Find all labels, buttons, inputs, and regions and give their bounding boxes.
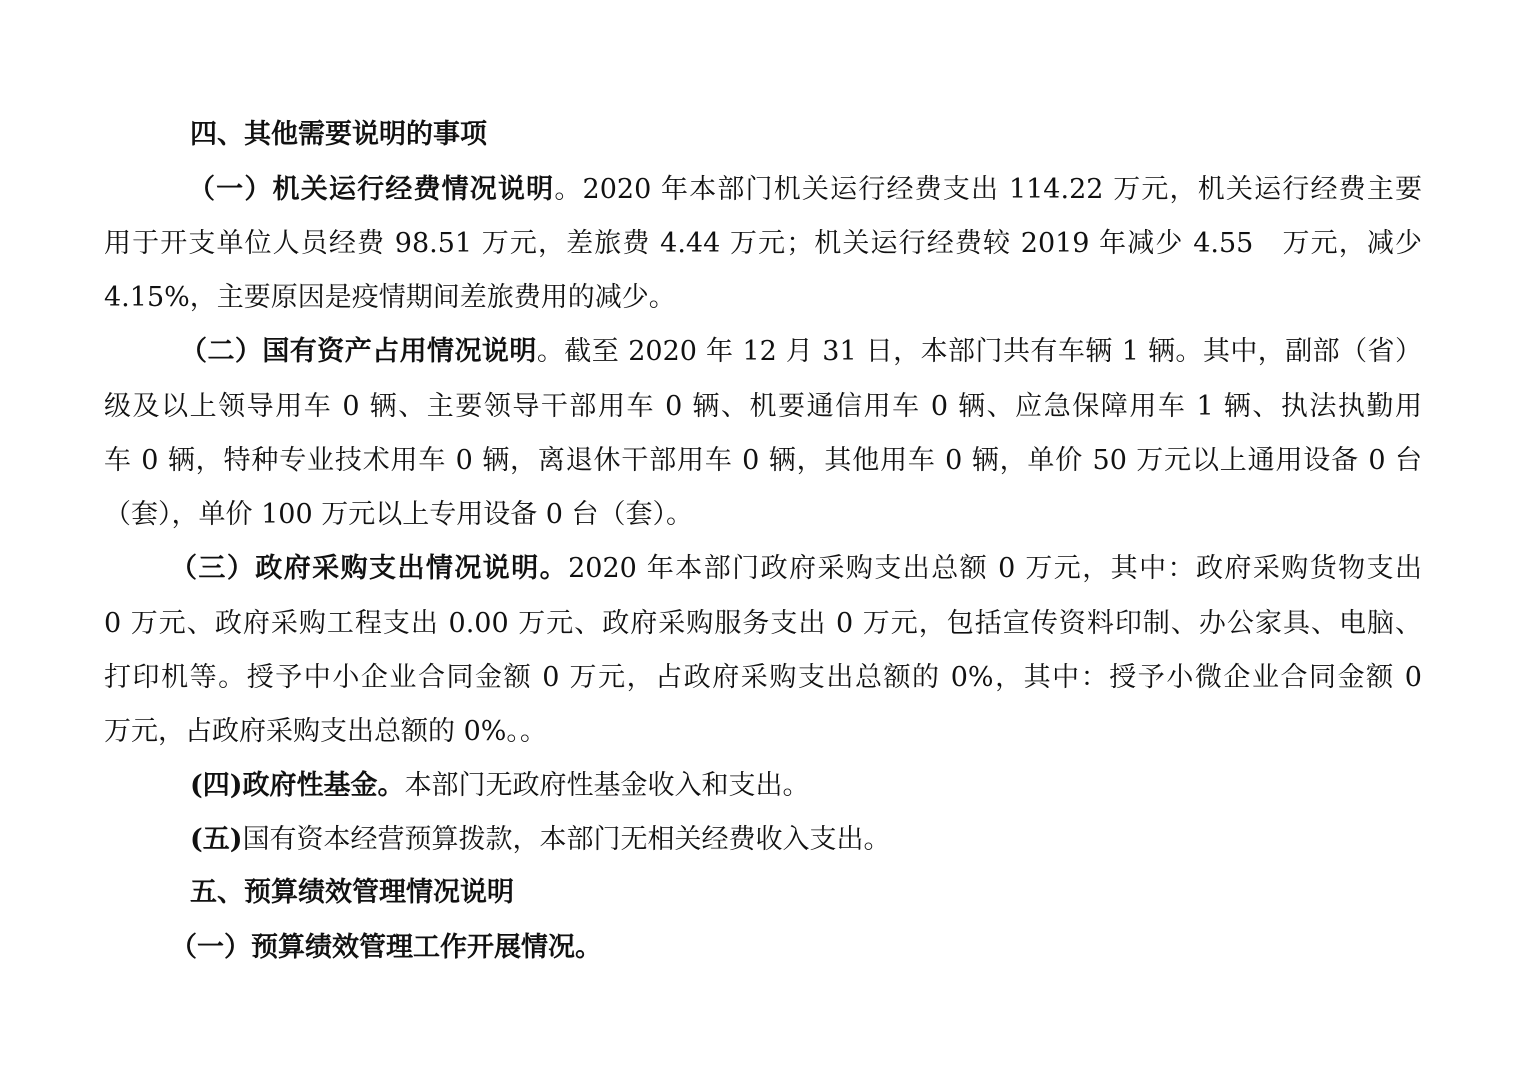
paragraph-5-line: (五)国有资本经营预算拨款，本部门无相关经费收入支出。 (190, 824, 891, 855)
section-four-title: 四、其他需要说明的事项 (190, 119, 487, 150)
paragraph-2-line-1: （二）国有资产占用情况说明。截至 2020 年 12 月 31 日，本部门共有车辆 1 辆。其中，副部（省） (180, 336, 1422, 367)
section-five-subheading: （一）预算绩效管理工作开展情况。 (170, 932, 602, 963)
paragraph-1-heading: （一）机关运行经费情况说明 (188, 174, 555, 205)
paragraph-4-line: (四)政府性基金。本部门无政府性基金收入和支出。 (190, 770, 810, 801)
paragraph-3-line-3: 打印机等。授予中小企业合同金额 0 万元，占政府采购支出总额的 0%，其中：授予小微企业合同金额 0 (104, 662, 1422, 693)
paragraph-1-line-1: （一）机关运行经费情况说明。2020 年本部门机关运行经费支出 114.22 万元，机关运行经费主要 (188, 174, 1422, 205)
paragraph-3-line-2: 0 万元、政府采购工程支出 0.00 万元、政府采购服务支出 0 万元，包括宣传资料印制、办公家具、电脑、 (104, 608, 1422, 639)
paragraph-1-line-3: 4.15%，主要原因是疫情期间差旅费用的减少。 (104, 282, 676, 313)
paragraph-3-line-1: （三）政府采购支出情况说明。2020 年本部门政府采购支出总额 0 万元，其中：政府采购货物支出 (170, 553, 1422, 584)
section-five-title: 五、预算绩效管理情况说明 (190, 877, 514, 908)
paragraph-3-heading: （三）政府采购支出情况说明。 (170, 553, 569, 584)
paragraph-2-heading: （二）国有资产占用情况说明 (180, 336, 537, 367)
paragraph-5-heading: (五) (190, 824, 243, 855)
paragraph-2-line-4: （套），单价 100 万元以上专用设备 0 台（套）。 (104, 499, 694, 530)
paragraph-1-line-2: 用于开支单位人员经费 98.51 万元，差旅费 4.44 万元；机关运行经费较 2019 年减少 4.55 万元，减少 (104, 228, 1422, 259)
paragraph-4-heading: (四)政府性基金。 (190, 770, 405, 801)
paragraph-2-line-3: 车 0 辆，特种专业技术用车 0 辆，离退休干部用车 0 辆，其他用车 0 辆，单价 50 万元以上通用设备 0 台 (104, 445, 1422, 476)
paragraph-3-line-4: 万元，占政府采购支出总额的 0%。。 (104, 716, 547, 747)
paragraph-2-line-2: 级及以上领导用车 0 辆、主要领导干部用车 0 辆、机要通信用车 0 辆、应急保障用车 1 辆、执法执勤用 (104, 391, 1422, 422)
